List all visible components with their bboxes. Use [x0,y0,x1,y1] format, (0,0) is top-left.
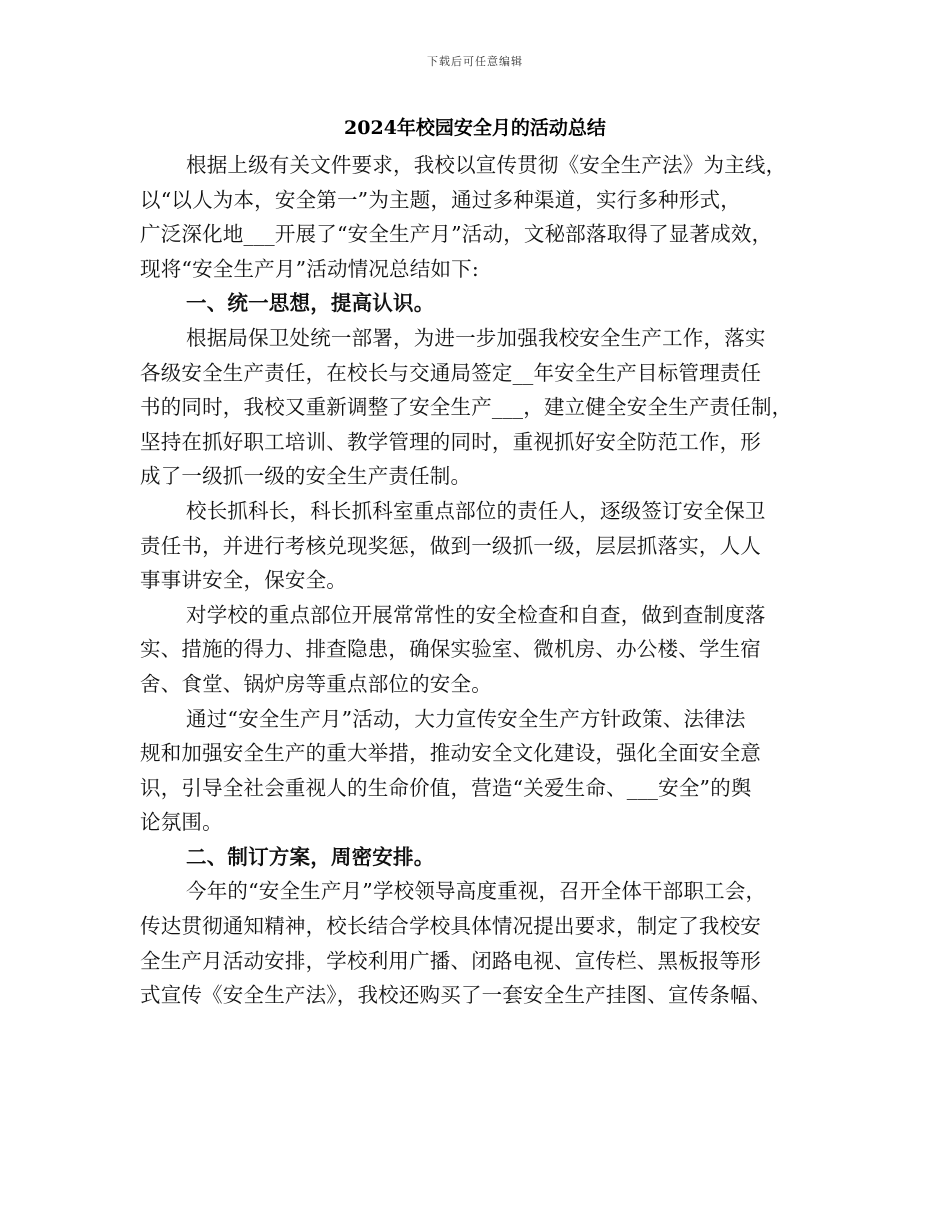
body-line: 现将“安全生产月”活动情况总结如下: [140,256,479,281]
body-line: 今年的“安全生产月”学校领导高度重视，召开全体干部职工会， [186,879,767,904]
document-body [140,148,820,1013]
body-line: 责任书，并进行考核兑现奖惩，做到一级抓一级，层层抓落实，人人 [140,533,761,558]
body-line: 传达贯彻通知精神，校长结合学校具体情况提出要求，制定了我校安 [140,914,761,939]
body-line: 通过“安全生产月”活动，大力宣传安全生产方针政策、法律法 [186,706,746,731]
body-line: 校长抓科长，科长抓科室重点部位的责任人，逐级签订安全保卫 [186,498,766,523]
body-line: 各级安全生产责任，在校长与交通局签定__年安全生产目标管理责任 [140,360,762,385]
body-line: 成了一级抓一级的安全生产责任制。 [140,464,472,489]
body-line: 论氛围。 [140,810,223,835]
body-line: 坚持在抓好职工培训、教学管理的同时，重视抓好安全防范工作，形 [140,429,761,454]
page-header-note: 下载后可任意编辑 [427,55,523,68]
body-line: 实、措施的得力、排查隐患，确保实验室、微机房、办公楼、学生宿 [140,637,761,662]
body-line: 舍、食堂、锅炉房等重点部位的安全。 [140,671,492,696]
body-line: 对学校的重点部位开展常常性的安全检查和自查，做到查制度落 [186,602,766,627]
body-line: 根据局保卫处统一部署，为进一步加强我校安全生产工作，落实 [186,325,766,350]
body-line: 广泛深化地___开展了“安全生产月”活动，文秘部落取得了显著成效， [140,222,773,247]
body-line: 识，引导全社会重视人的生命价值，营造“关爱生命、___安全”的舆 [140,775,752,800]
body-line: 以“以人为本，安全第一”为主题，通过多种渠道，实行多种形式， [140,187,741,212]
body-line: 书的同时，我校又重新调整了安全生产___，建立健全安全生产责任制， [140,395,793,420]
body-line: 规和加强安全生产的重大举措，推动安全文化建设，强化全面安全意 [140,741,761,766]
body-line: 全生产月活动安排，学校利用广播、闭路电视、宣传栏、黑板报等形 [140,948,761,973]
body-line: 事事讲安全，保安全。 [140,568,347,593]
section-heading: 一、统一思想，提高认识。 [186,291,435,316]
body-line: 式宣传《安全生产法》，我校还购买了一套安全生产挂图、宣传条幅、 [140,983,772,1008]
section-heading: 二、制订方案，周密安排。 [186,844,435,869]
body-line: 根据上级有关文件要求，我校以宣传贯彻《安全生产法》为主线， [186,153,787,177]
document-title: 2024年校园安全月的活动总结 [344,117,606,139]
